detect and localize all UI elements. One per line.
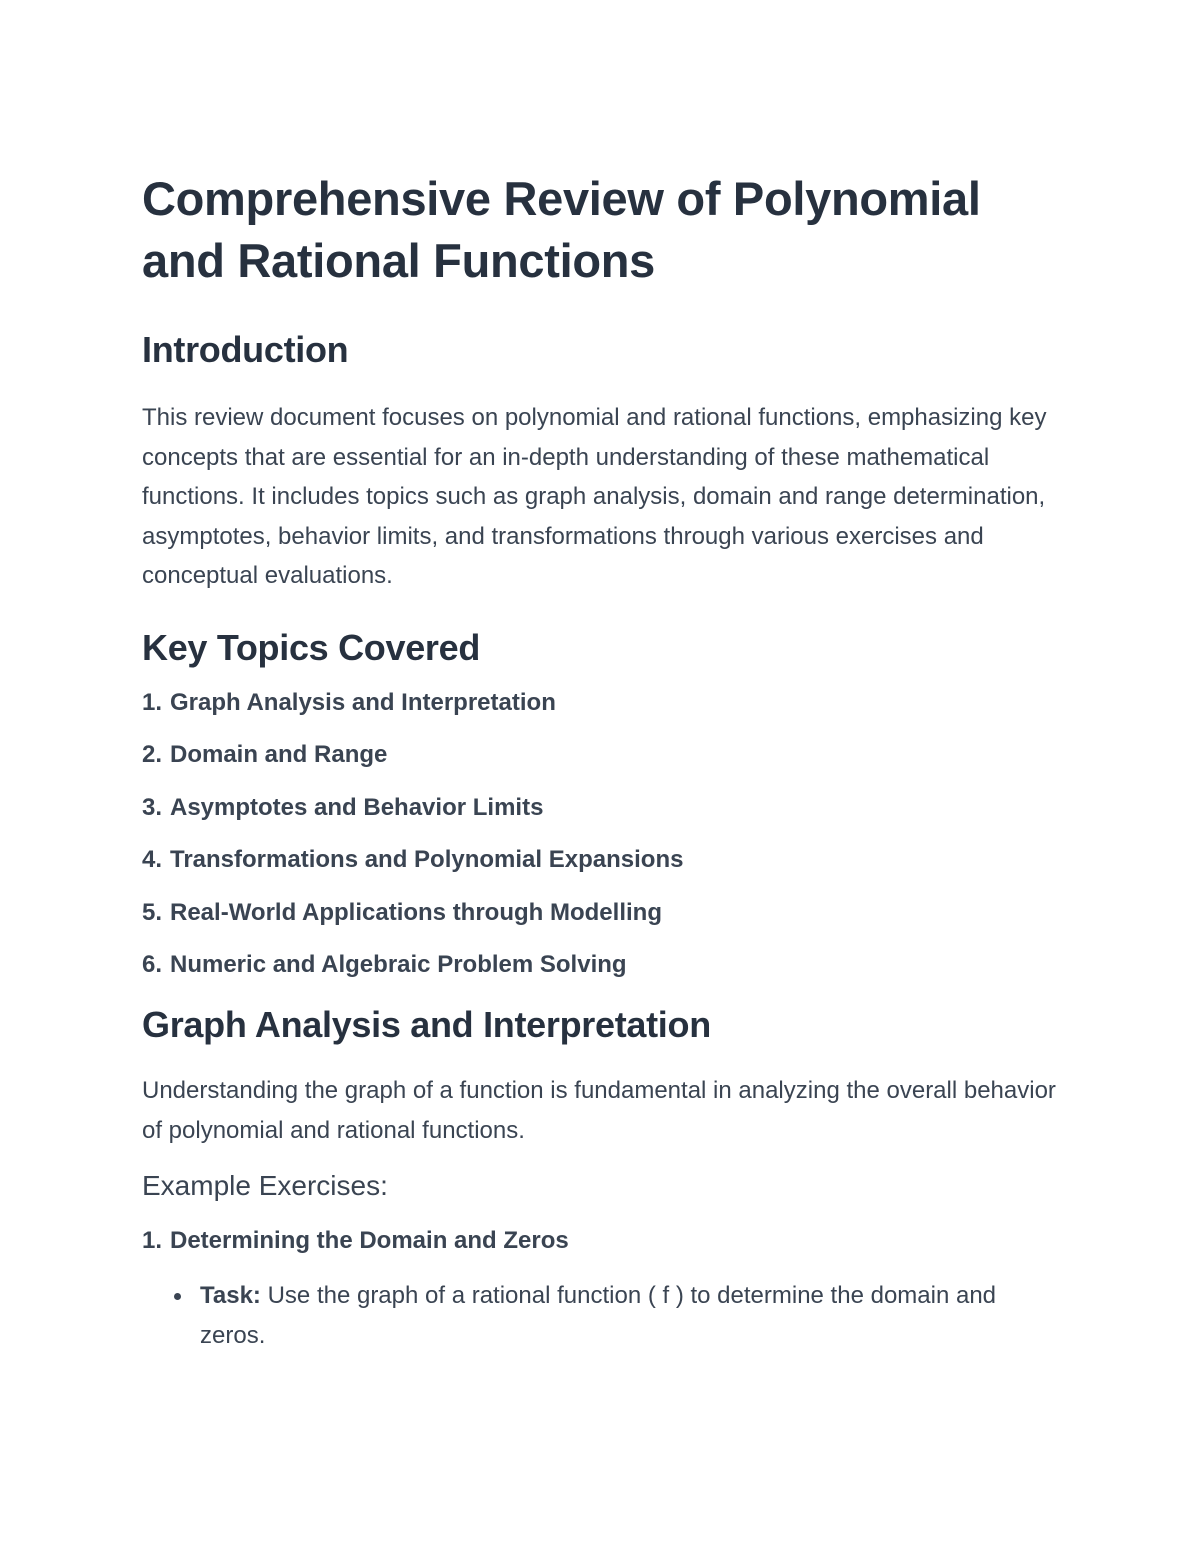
list-item-label: Domain and Range [170, 741, 388, 769]
exercise-number: 1. [142, 1227, 163, 1255]
example-exercises-heading: Example Exercises: [142, 1170, 388, 1202]
list-item-label: Transformations and Polynomial Expansions [170, 846, 684, 874]
bullet-label: Task: [200, 1282, 261, 1310]
list-item-number: 6. [142, 951, 163, 979]
exercise-title [142, 1226, 1062, 1256]
list-item-label: Asymptotes and Behavior Limits [170, 793, 544, 821]
exercise-item [142, 1226, 1062, 1355]
key-topics-list [142, 688, 1062, 981]
list-item-number: 5. [142, 898, 163, 926]
bullet-text: Use the graph of a rational function ( f ) to determine the domain and zeros. [200, 1282, 997, 1349]
list-item [142, 740, 1062, 770]
introduction-heading: Introduction [142, 329, 349, 370]
exercise-title-text: Determining the Domain and Zeros [170, 1227, 569, 1255]
list-item-number: 3. [142, 793, 163, 821]
graph-analysis-heading: Graph Analysis and Interpretation [142, 1004, 711, 1046]
exercise-list [142, 1226, 1062, 1355]
list-item-number: 2. [142, 741, 163, 769]
document-page [142, 168, 1062, 1355]
list-item-label: Real-World Applications through Modelling [170, 898, 662, 926]
introduction-paragraph: This review document focuses on polynomial and rational functions, emphasizing key concepts that are essential for an in-depth understanding of these mathematical functions. It includes topics such as graph analysis, domain and range determination, asymptotes, behavior limits, and transformations through various exercises and conceptual evaluations. [142, 404, 1047, 589]
list-item [142, 950, 1062, 980]
exercise-bullets [142, 1276, 1062, 1355]
list-item [142, 793, 1062, 823]
list-item-number: 4. [142, 846, 163, 874]
graph-analysis-paragraph: Understanding the graph of a function is fundamental in analyzing the overall behavior of polynomial and rational functions. [142, 1077, 1056, 1144]
document-title: Comprehensive Review of Polynomial and Rational Functions [142, 172, 981, 287]
list-item-number: 1. [142, 688, 163, 716]
key-topics-heading: Key Topics Covered [142, 626, 481, 668]
list-item [142, 845, 1062, 875]
bullet-item [200, 1276, 1062, 1355]
list-item [142, 898, 1062, 928]
list-item-label: Numeric and Algebraic Problem Solving [170, 951, 627, 979]
list-item-label: Graph Analysis and Interpretation [170, 688, 556, 716]
bullet-dot-icon [174, 1293, 181, 1300]
list-item [142, 688, 1062, 718]
